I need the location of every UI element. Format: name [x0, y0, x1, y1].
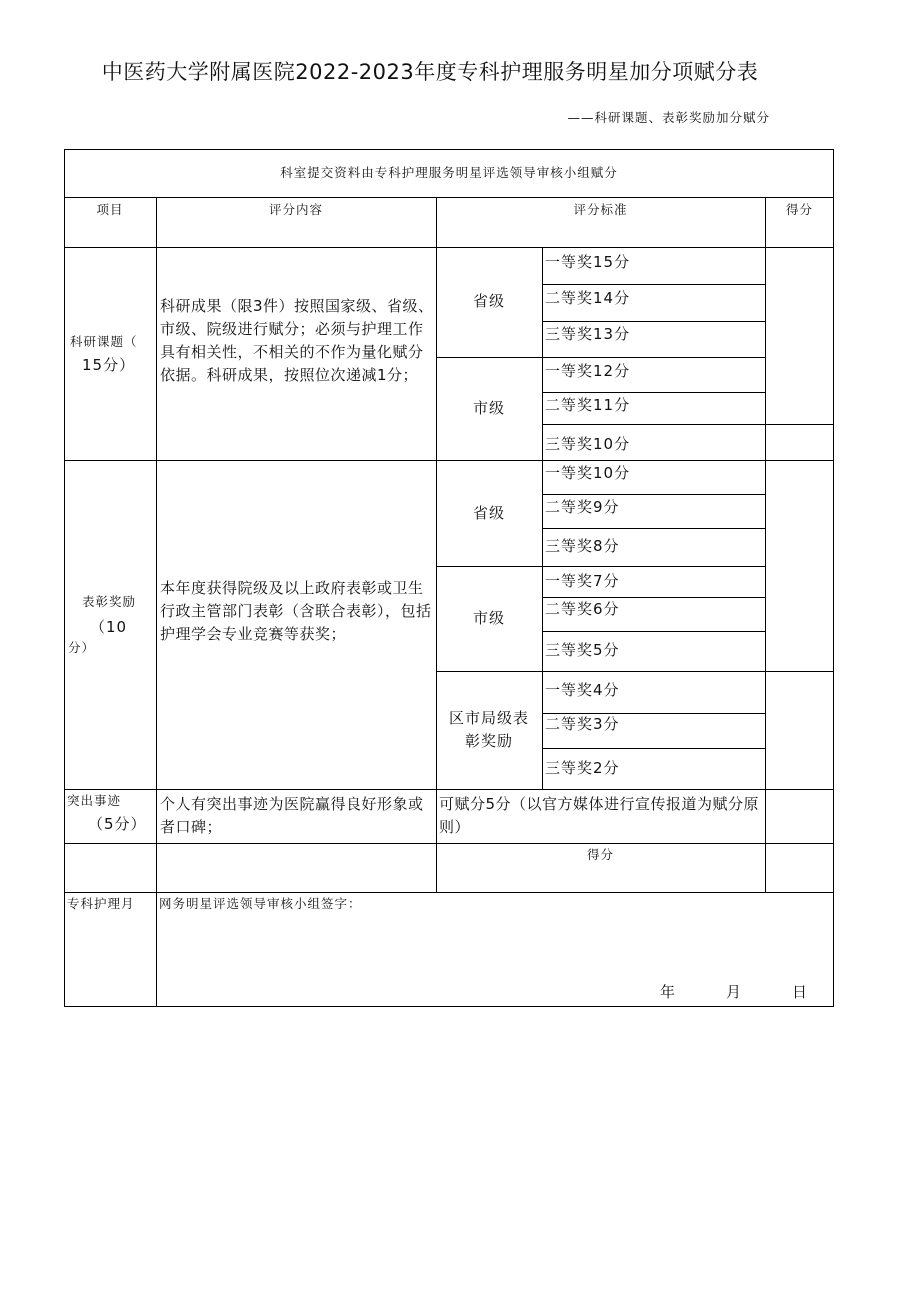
score-table — [64, 149, 834, 1007]
research-province-label: 省级 — [472, 292, 505, 310]
commend-item-line1: 表彰奖励 — [82, 594, 137, 609]
commend-content: 本年度获得院级及以上政府表彰或卫生行政主管部门表彰（含联合表彰），包括护理学会专业竞赛等获奖； — [160, 579, 432, 643]
outstanding-item-line1: 突出事迹 — [67, 793, 122, 808]
research-province-award-1: 一等奖15分 — [545, 253, 631, 271]
commend-city-award-1: 一等奖7分 — [545, 572, 620, 590]
commend-province-label: 省级 — [472, 504, 505, 522]
header-content: 评分内容 — [268, 202, 323, 217]
research-city-label: 市级 — [472, 399, 505, 417]
research-province-award-3: 三等奖13分 — [545, 325, 631, 343]
sign-month: 月 — [726, 983, 743, 1001]
research-city-award-2: 二等奖11分 — [545, 396, 631, 414]
page-subtitle: ——科研课题、表彰奖励加分赋分 — [567, 110, 770, 125]
commend-province-award-2: 二等奖9分 — [545, 498, 620, 516]
table-banner: 科室提交资料由专科护理服务明星评选领导审核小组赋分 — [280, 165, 618, 180]
research-item-line2: 15分） — [82, 356, 136, 374]
header-score: 得分 — [785, 202, 813, 217]
commend-district-award-3: 三等奖2分 — [545, 759, 620, 777]
research-city-award-1: 一等奖12分 — [545, 362, 631, 380]
research-item-line1: 科研课题（ — [70, 334, 138, 349]
sign-left-label: 专科护理月 — [67, 896, 135, 911]
commend-item-line3: 分） — [68, 640, 96, 655]
total-score-label: 得分 — [586, 847, 614, 862]
header-standard: 评分标准 — [573, 202, 628, 217]
outstanding-item-line2: （5分） — [88, 815, 147, 833]
commend-item-line2: （10 — [90, 618, 128, 636]
header-item: 项目 — [96, 202, 124, 217]
commend-district-label: 区市局级表彰奖励 — [448, 709, 529, 750]
commend-district-award-2: 二等奖3分 — [545, 715, 620, 733]
page-title: 中医药大学附属医院2022-2023年度专科护理服务明星加分项赋分表 — [101, 60, 759, 84]
research-province-award-2: 二等奖14分 — [545, 289, 631, 307]
sign-right-label: 网务明星评选领导审核小组签字： — [159, 896, 362, 911]
commend-city-award-2: 二等奖6分 — [545, 600, 620, 618]
sign-year: 年 — [660, 983, 677, 1001]
commend-city-label: 市级 — [472, 609, 505, 627]
commend-district-award-1: 一等奖4分 — [545, 681, 620, 699]
commend-province-award-1: 一等奖10分 — [545, 464, 631, 482]
research-content: 科研成果（限3件）按照国家级、省级、市级、院级进行赋分；必须与护理工作具有相关性，不相关的不作为量化赋分依据。科研成果，按照位次递减1分； — [160, 297, 434, 384]
research-city-award-3: 三等奖10分 — [545, 435, 631, 453]
commend-city-award-3: 三等奖5分 — [545, 641, 620, 659]
outstanding-content: 个人有突出事迹为医院赢得良好形象或者口碑； — [160, 795, 424, 836]
outstanding-standard: 可赋分5分（以官方媒体进行宣传报道为赋分原则） — [439, 795, 760, 836]
commend-province-award-3: 三等奖8分 — [545, 537, 620, 555]
sign-day: 日 — [792, 983, 809, 1001]
